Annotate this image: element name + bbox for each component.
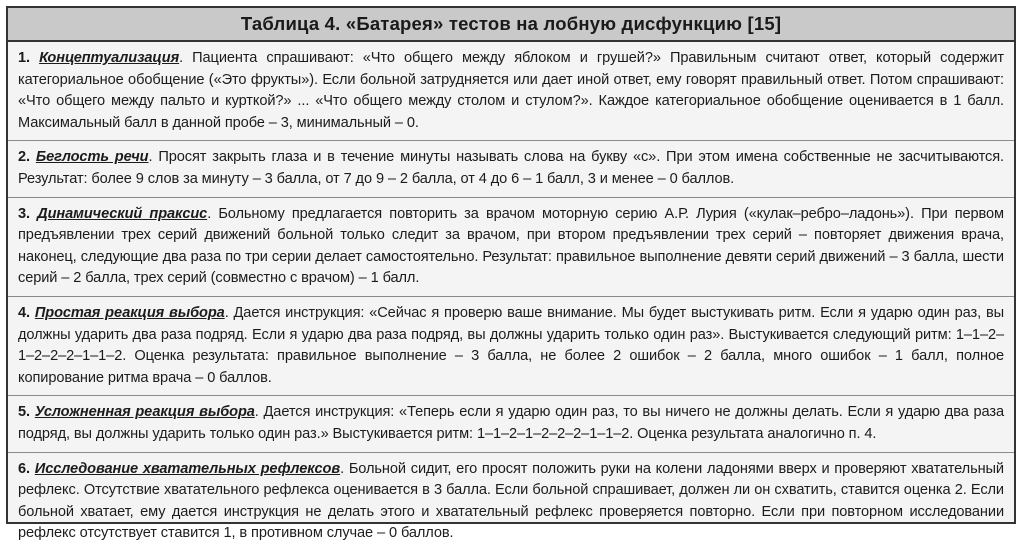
- table-row-5: [18, 402, 1004, 445]
- item-number: 5.: [18, 404, 30, 421]
- item-heading: Беглость речи: [35, 149, 149, 166]
- item-text: . Дается инструкция: «Сейчас я проверю ваше внимание. Мы будет выстукивать ритм. Если я ударю один раз, вы должны ударить два раза подряд. Если я ударю два раза подряд, вы должны ударить только один раз». Выстукивается следующий ритм: 1–1–2–1–2–2–2–1–1–2. Оценка результата: правильное выполнение – 3 балла, не более 2 ошибок – 2 балла, много ошибок – 1 балл, полное копирование ритма врача – 0 баллов.: [18, 304, 1004, 386]
- item-heading: Исследование хватательных рефлексов: [34, 460, 341, 477]
- item-heading: Концептуализация: [39, 50, 180, 66]
- item-number: 2.: [18, 149, 30, 166]
- row-divider: [8, 296, 1014, 297]
- item-text: . Больному предлагается повторить за врачом моторную серию А.Р. Лурия («кулак–ребро–ладонь»). При первом предъявлении трех серий движений больной только следит за врачом, при втором предъявлении трех серий – повторяет движения врача, наконец, следующие два раза по три серии делает самостоятельно. Результат: правильное выполнение девяти серий движений – 3 балла, шести серий – 2 балла, трех серий (совместно с врачом) – 1 балл.: [18, 205, 1004, 287]
- table-title: Таблица 4. «Батарея» тестов на лобную дисфункцию [15]: [8, 8, 1014, 42]
- item-text: . Больной сидит, его просят положить руки на колени ладонями вверх и проверяют хватательный рефлекс. Отсутствие хватательного рефлекса оценивается в 3 балла. Если больной спрашивает, должен ли он схватить, ставится оценка 2. Если больной хватает, ему дается инструкция не делать этого и хватательный рефлекс проверяется повторно. Если при повторном исследовании рефлекс отсутствует ставится 1, в противном случае – 0 баллов.: [18, 460, 1004, 542]
- item-text: . Просят закрыть глаза и в течение минуты называть слова на букву «с». При этом имена собственные не засчитываются. Результат: более 9 слов за минуту – 3 балла, от 7 до 9 – 2 балла, от 4 до 6 – 1 балл, 3 и менее – 0 баллов.: [18, 149, 1005, 187]
- item-heading: Усложненная реакция выбора: [34, 404, 255, 421]
- item-text: . Пациента спрашивают: «Что общего между яблоком и грушей?» Правильным считают ответ, который содержит категориальное обобщение («Это фрукты»). Если больной затрудняется или дает иной ответ, ему говорят правильный ответ. Потом спрашивают: «Что общего между пальто и курткой?» ... «Что общего между столом и стулом?». Каждое категориальное обобщение оценивается в 1 балл. Максимальный балл в данной пробе – 3, минимальный – 0.: [18, 50, 1004, 131]
- item-heading: Динамический праксис: [37, 205, 208, 222]
- frontal-dysfunction-table: [6, 6, 1016, 542]
- row-divider: [8, 140, 1014, 141]
- table-row-4: [18, 303, 1004, 389]
- row-divider: [8, 197, 1014, 198]
- item-heading: Простая реакция выбора: [34, 304, 225, 321]
- item-number: 6.: [18, 460, 30, 477]
- table-row-2: [18, 147, 1004, 190]
- row-divider: [8, 452, 1014, 453]
- item-number: 3.: [18, 205, 30, 222]
- table-row-1: [18, 48, 1004, 134]
- item-text: . Дается инструкция: «Теперь если я ударю один раз, то вы ничего не должны делать. Если я ударю два раза подряд, вы должны ударить только один раз.» Выстукивается ритм: 1–1–2–1–2–2–2–1–1–2. Оценка результата аналогично п. 4.: [18, 404, 1004, 442]
- table-row-3: [18, 204, 1004, 290]
- table-row-6: [18, 459, 1004, 545]
- table-body: [8, 42, 1014, 545]
- item-number: 1.: [18, 50, 30, 66]
- row-divider: [8, 395, 1014, 396]
- item-number: 4.: [18, 304, 30, 321]
